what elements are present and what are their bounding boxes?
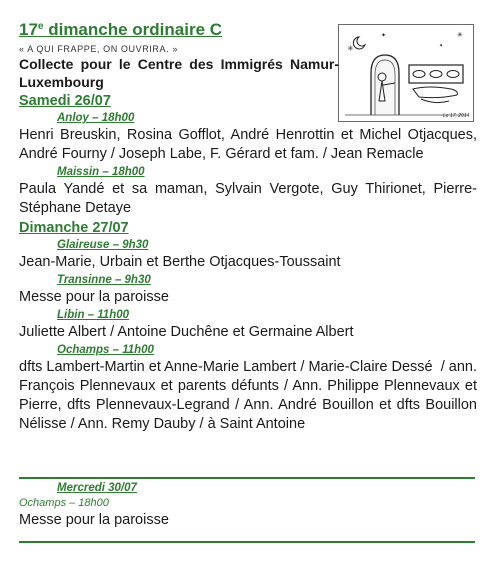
- star-icon: ✦: [381, 33, 387, 39]
- mass-location: Glaireuse – 9h30: [57, 239, 149, 251]
- mass-location: Maissin – 18h00: [57, 166, 145, 178]
- wednesday-section: [19, 480, 477, 530]
- mass-location: Ochamps – 11h00: [57, 344, 154, 356]
- mass-intentions: dfts Lambert-Martin et Anne-Marie Lambert / Marie-Claire Dessé / ann. François Plennevaux et parents défunts / Ann. Philippe Plennevaux et Pierre, dfts Plennevaux-Legrand / Ann. André Bouillon et dfts Bouillon Nélisse / Ann. Remy Dauby / à Saint Antoine: [19, 359, 477, 432]
- mass-location: Transinne – 9h30: [57, 274, 151, 286]
- mass-location: Ochamps – 18h00: [19, 497, 109, 509]
- mass-intentions: Henri Breuskin, Rosina Gofflot, André Henrottin et Michel Otjacques, André Fourny / Joseph Labe, F. Gérard et fam. / Jean Remacle: [19, 127, 477, 162]
- page-title: 17e dimanche ordinaire C: [19, 20, 223, 39]
- mass-location: Anloy – 18h00: [57, 112, 135, 124]
- bulletin: [19, 20, 477, 434]
- mass-intentions: Paula Yandé et sa maman, Sylvain Vergote, Guy Thirionet, Pierre-Stéphane Detaye: [19, 181, 477, 216]
- day-heading-wednesday: Mercredi 30/07: [57, 482, 137, 494]
- star-icon: ✦: [439, 43, 444, 49]
- collecte-notice: Collecte pour le Centre des Immigrés Namur-Luxembourg: [19, 56, 339, 90]
- mass-intentions: Juliette Albert / Antoine Duchêne et Germaine Albert: [19, 324, 354, 340]
- mass-location: Libin – 11h00: [57, 309, 130, 321]
- star-icon: ✳: [347, 44, 354, 53]
- mass-intentions: Messe pour la paroisse: [19, 512, 169, 528]
- gospel-quote: « A QUI FRAPPE, ON OUVRIRA. »: [19, 44, 178, 54]
- mass-intentions: Messe pour la paroisse: [19, 289, 169, 305]
- mass-intentions: Jean-Marie, Urbain et Berthe Otjacques-Toussaint: [19, 254, 341, 270]
- star-icon: ✳: [457, 32, 463, 39]
- section-divider: [19, 477, 475, 479]
- day-heading-saturday: Samedi 26/07: [19, 93, 111, 109]
- illustration-signature: Le 17, 2014: [443, 113, 470, 119]
- section-divider: [19, 541, 475, 543]
- day-heading-sunday: Dimanche 27/07: [19, 220, 129, 236]
